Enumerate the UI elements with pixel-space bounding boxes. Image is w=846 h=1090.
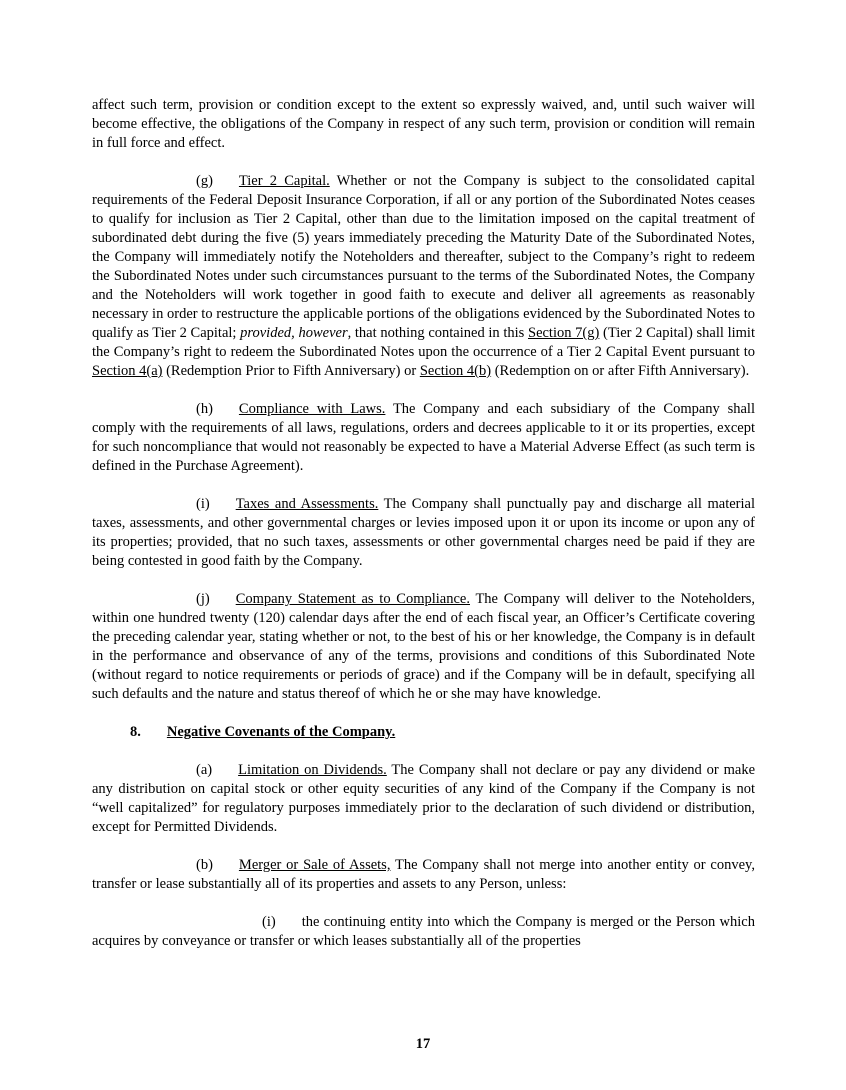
paragraph-h-compliance-with-laws <box>92 400 755 476</box>
text-run: The Company shall not merge into another entity or convey, transfer or lease substantially all of its properties and assets to any Person, unless: <box>92 857 755 892</box>
text-run: (i) <box>262 914 276 930</box>
text-run: The Company shall not declare or pay any dividend or make any distribution on capital stock or other equity securities of any kind of the Company if the Company is not “well capitalized” for regulatory purposes immediately prior to the declaration of such dividend or distribution, except for Permitted Dividends. <box>92 762 755 835</box>
text-run: (Redemption Prior to Fifth Anniversary) or <box>162 363 420 379</box>
text-run: Whether or not the Company is subject to the consolidated capital requirements of the Federal Deposit Insurance Corporation, if all or any portion of the Subordinated Notes ceases to qualify for inclusion as Tier 2 Capital, other than due to the limitation imposed on the capital treatment of subordinated debt during the five (5) years immediately preceding the Maturity Date of the Subordinated Notes, the Company will immediately notify the Noteholders and thereafter, subject to the Company’s right to redeem the Subordinated Notes under such circumstances pursuant to the terms of the Subordinated Notes, the Company and the Noteholders will work together in good faith to execute and deliver all agreements as reasonably necessary in order to restructure the applicable portions of the obligations evidenced by the Subordinated Notes to qualify as Tier 2 Capital; <box>92 173 755 341</box>
text-run: (j) <box>196 591 210 607</box>
text-run: Company Statement as to Compliance. <box>235 591 470 607</box>
paragraph-b-i-continuing-entity <box>92 913 755 951</box>
text-run: Negative Covenants of the Company. <box>166 724 396 740</box>
section-8-heading <box>92 723 755 742</box>
paragraph-i-taxes-and-assessments <box>92 495 755 571</box>
text-run: Limitation on Dividends. <box>238 762 387 778</box>
text-run: The Company will deliver to the Noteholders, within one hundred twenty (120) calendar days after the end of each fiscal year, an Officer’s Certificate covering the preceding calendar year, stating whether or not, to the best of his or her knowledge, the Company is in default in the performance and observance of any of the terms, provisions and conditions of this Subordinated Note (without regard to notice requirements or periods of grace) and if the Company will be in default, specifying all such defaults and the nature and status thereof of which he or she may have knowledge. <box>92 591 755 702</box>
continuation-paragraph <box>92 96 755 153</box>
text-run: , that nothing contained in this <box>347 325 528 341</box>
text-run: the continuing entity into which the Company is merged or the Person which acquires by conveyance or transfer or which leases substantially all of the properties <box>92 914 755 949</box>
text-run: (a) <box>196 762 213 778</box>
text-run: 8. <box>130 724 141 740</box>
text-run: Section 4(b) <box>419 363 492 379</box>
text-run: Taxes and Assessments. <box>235 496 379 512</box>
page-number: 17 <box>415 1036 431 1052</box>
paragraph-b-merger-or-sale-of-assets <box>92 856 755 894</box>
text-run: Section 4(a) <box>92 363 163 379</box>
text-run: The Company shall punctually pay and discharge all material taxes, assessments, and other governmental charges or levies imposed upon it or upon its income or upon any of its properties; provided, that no such taxes, assessments or other governmental charges need be paid if they are being contested in good faith by the Company. <box>92 496 756 569</box>
text-run: (h) <box>196 401 213 417</box>
paragraph-a-limitation-on-dividends <box>92 761 755 837</box>
page-body <box>92 96 755 970</box>
text-run: Merger or Sale of Assets, <box>238 857 391 873</box>
text-run: Section 7(g) <box>528 325 600 341</box>
paragraph-j-company-statement <box>92 590 755 704</box>
text-run: (Redemption on or after Fifth Anniversary). <box>491 363 750 379</box>
text-run: (g) <box>196 173 213 189</box>
text-run: Compliance with Laws. <box>238 401 386 417</box>
text-run: provided, however <box>240 325 348 341</box>
text-run: (i) <box>196 496 210 512</box>
text-run: (b) <box>196 857 213 873</box>
text-run: affect such term, provision or condition except to the extent so expressly waived, and, until such waiver will become effective, the obligations of the Company in respect of any such term, provision or condition will remain in full force and effect. <box>92 97 755 151</box>
paragraph-g-tier-2-capital <box>92 172 755 381</box>
text-run: The Company and each subsidiary of the Company shall comply with the requirements of all laws, regulations, orders and decrees applicable to it or its properties, except for such noncompliance that would not reasonably be expected to have a Material Adverse Effect (as such term is defined in the Purchase Agreement). <box>92 401 755 474</box>
text-run: Tier 2 Capital. <box>238 173 330 189</box>
text-run: (Tier 2 Capital) shall limit the Company’s right to redeem the Subordinated Notes upon the occurrence of a Tier 2 Capital Event pursuant to <box>92 325 755 360</box>
